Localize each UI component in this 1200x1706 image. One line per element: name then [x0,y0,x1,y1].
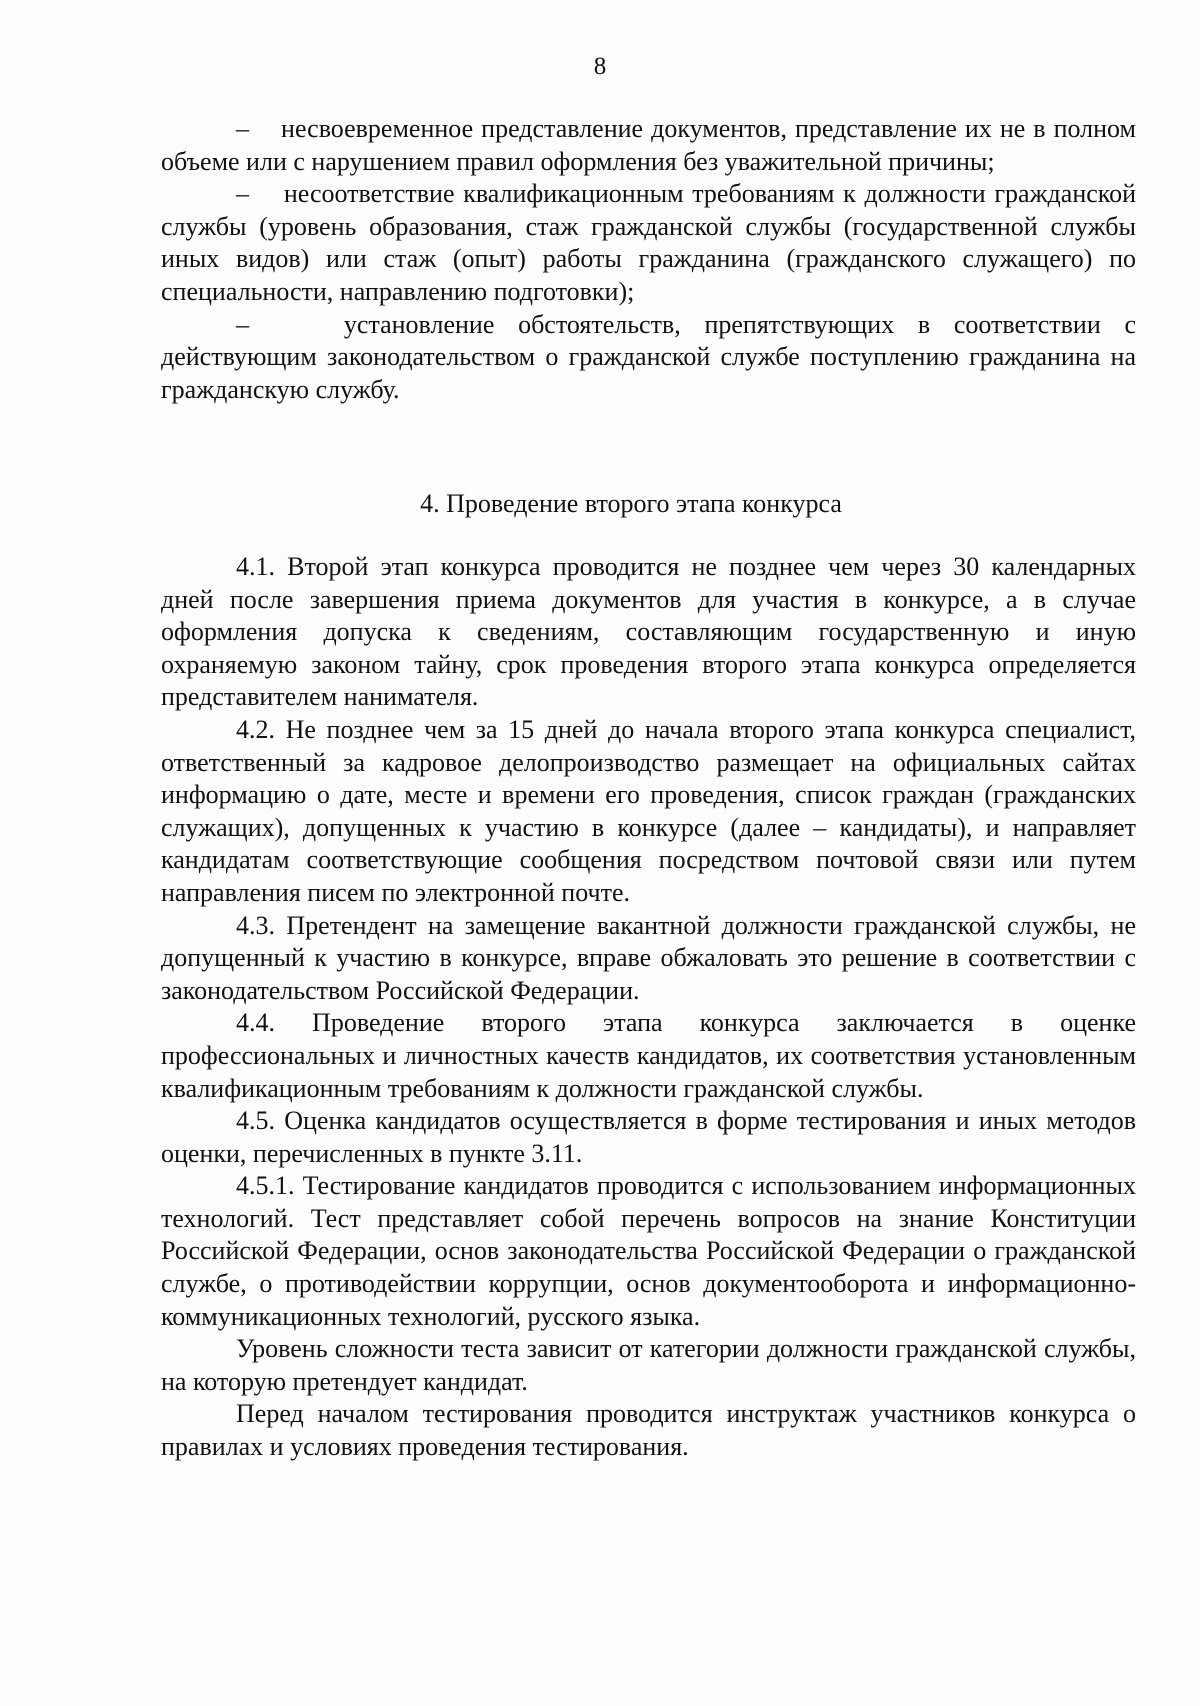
page-number: 8 [593,53,607,80]
list-item: – установление обстоятельств, препятствующих в соответствии с действующим законодательством о гражданской службе поступлению гражданина на гражданскую службу. [161,309,1136,404]
paragraph-4-5: 4.5. Оценка кандидатов осуществляется в форме тестирования и иных методов оценки, перечисленных в пункте 3.11. [161,1106,1136,1168]
section-heading: 4. Проведение второго этапа конкурса [420,489,842,518]
paragraph-4-2: 4.2. Не позднее чем за 15 дней до начала второго этапа конкурса специалист, ответственный за кадровое делопроизводство размещает на официальных сайтах информацию о дате, месте и времени его проведения, список граждан (гражданских служащих), допущенных к участию в конкурсе (далее – кандидаты), и направляет кандидатам соответствующие сообщения посредством почтовой связи или путем направления писем по электронной почте. [161,714,1136,907]
paragraph-4-3: 4.3. Претендент на замещение вакантной должности гражданской службы, не допущенный к участию в конкурсе, вправе обжаловать это решение в соответствии с законодательством Российской Федерации. [161,910,1136,1005]
paragraph-test-difficulty: Уровень сложности теста зависит от категории должности гражданской службы, на которую претендует кандидат. [161,1334,1136,1396]
section-body [161,551,1136,1464]
paragraph-test-briefing: Перед началом тестирования проводится инструктаж участников конкурса о правилах и условиях проведения тестирования. [161,1399,1136,1462]
grounds-list [161,113,1136,406]
list-item: – несоответствие квалификационным требованиям к должности гражданской службы (уровень образования, стаж гражданской службы (государственной службы иных видов) или стаж (опыт) работы гражданина (гражданского служащего) по специальности, направлению подготовки); [161,179,1136,306]
paragraph-4-1: 4.1. Второй этап конкурса проводится не позднее чем через 30 календарных дней после завершения приема документов для участия в конкурсе, а в случае оформления допуска к сведениям, составляющим государственную и иную охраняемую законом тайну, срок проведения второго этапа конкурса определяется представителем нанимателя. [161,552,1136,712]
paragraph-4-4: 4.4. Проведение второго этапа конкурса заключается в оценке профессиональных и личностных качеств кандидатов, их соответствия установленным квалификационным требованиям к должности гражданской службы. [161,1008,1136,1103]
paragraph-4-5-1: 4.5.1. Тестирование кандидатов проводится с использованием информационных технологий. Тест представляет собой перечень вопросов на знание Конституции Российской Федерации, основ законодательства Российской Федерации о гражданской службе, о противодействии коррупции, основ документооборота и информационно-коммуникационных технологий, русского языка. [161,1171,1136,1331]
list-item: – несвоевременное представление документов, представление их не в полном объеме или с нарушением правил оформления без уважительной причины; [161,114,1136,176]
